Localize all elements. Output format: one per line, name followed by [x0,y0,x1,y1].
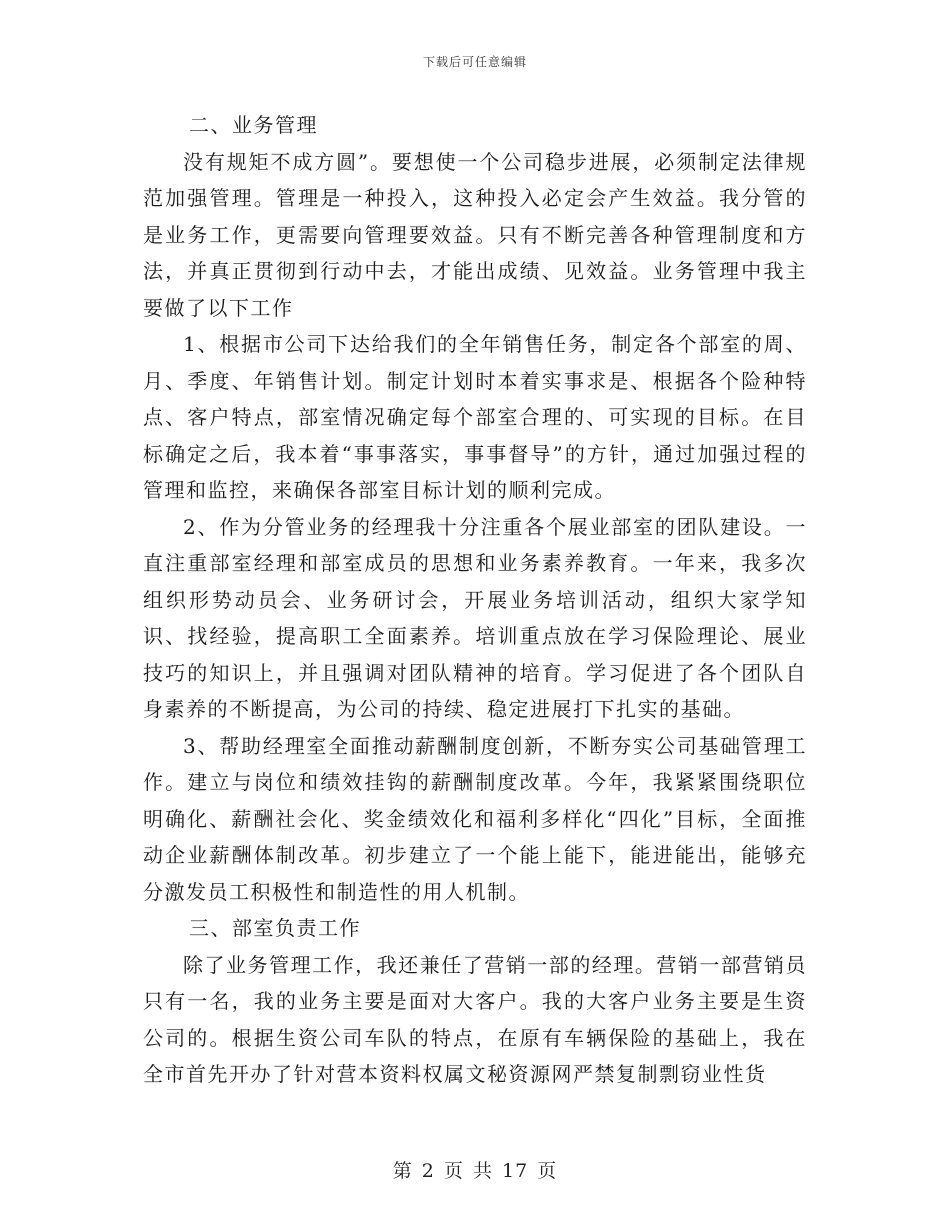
page-footer-page-number: 第 2 页 共 17 页 [392,1160,558,1182]
page-header: 下载后可任意编辑 [422,55,527,69]
section-heading-department-work: 三、部室负责工作 [189,916,361,940]
paragraph-item-2: 2、作为分管业务的经理我十分注重各个展业部室的团队建设。一直注重部室经理和部室成员的思想和业务素养教育。一年来，我多次组织形势动员会、业务研讨会，开展业务培训活动，组织大家学知识、找经验，提高职工全面素养。培训重点放在学习保险理论、展业技巧的知识上，并且强调对团队精神的培育。学习促进了各个团队自身素养的不断提高，为公司的持续、稳定进展打下扎实的基础。 [143,514,807,721]
paragraph-item-1: 1、根据市公司下达给我们的全年销售任务，制定各个部室的周、月、季度、年销售计划。制定计划时本着实事求是、根据各个险种特点、客户特点，部室情况确定每个部室合理的、可实现的目标。在目标确定之后，我本着“事事落实，事事督导”的方针，通过加强过程的管理和监控，来确保各部室目标计划的顺利完成。 [143,332,807,502]
paragraph-intro: 没有规矩不成方圆”。要想使一个公司稳步进展，必须制定法律规范加强管理。管理是一种投入，这种投入必定会产生效益。我分管的是业务工作，更需要向管理要效益。只有不断完善各种管理制度和方法，并真正贯彻到行动中去，才能出成绩、见效益。业务管理中我主要做了以下工作 [143,149,807,320]
document-body [143,107,807,1093]
section-heading-business-management: 二、业务管理 [189,113,318,137]
paragraph-department: 除了业务管理工作，我还兼任了营销一部的经理。营销一部营销员只有一名，我的业务主要是面对大客户。我的大客户业务主要是生资公司的。根据生资公司车队的特点，在原有车辆保险的基础上，我在全市首先开办了针对营本资料权属文秘资源网严禁复制剽窃业性货 [143,952,807,1086]
paragraph-item-3: 3、帮助经理室全面推动薪酬制度创新，不断夯实公司基础管理工作。建立与岗位和绩效挂钩的薪酬制度改革。今年，我紧紧围绕职位明确化、薪酬社会化、奖金绩效化和福利多样化“四化”目标，全面推动企业薪酬体制改革。初步建立了一个能上能下，能进能出，能够充分激发员工积极性和制造性的用人机制。 [143,733,807,904]
